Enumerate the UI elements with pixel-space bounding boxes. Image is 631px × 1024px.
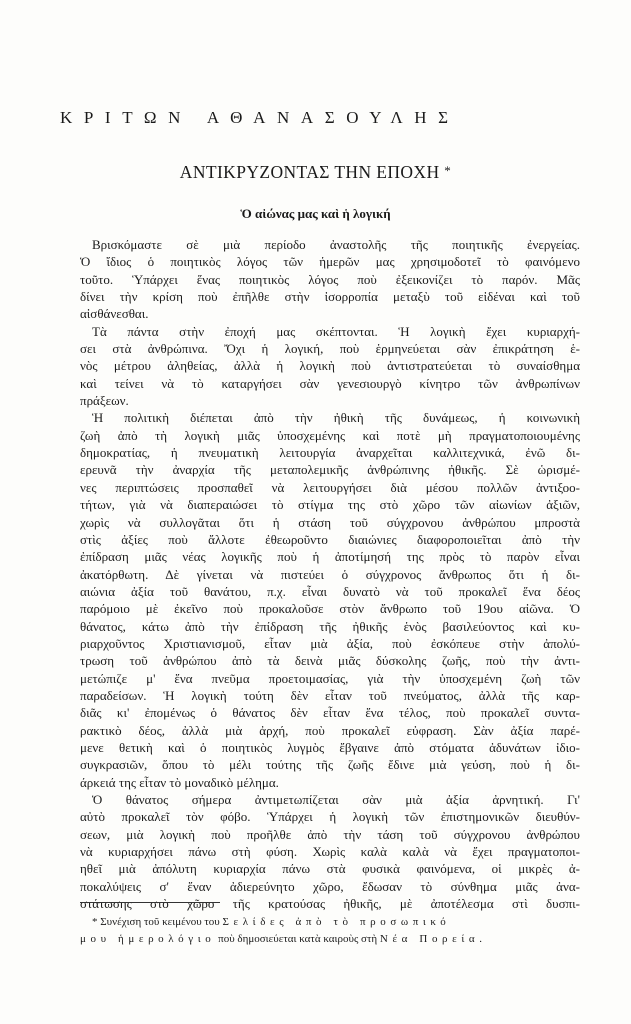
text-line: θάνατος, κάτω ἀπὸ τὴν ἐπίδραση τῆς ἠθικῆς ἑνὸς βασιλεύοντος καὶ κυ-	[80, 618, 580, 634]
text-line: ἀκατόρθωτη. Δὲ γίνεται νὰ πιστεύει ὁ σύγχρονος ἄνθρωπος ὅτι ἡ δι-	[80, 566, 580, 582]
section-heading: Ὁ αἰώνας μας καὶ ἡ λογική	[240, 206, 391, 221]
footnote-reference-mark: *	[444, 163, 452, 178]
text-line: παρόμοιο μὲ ἐκεῖνο ποὺ προκαλοῦσε στὸν ἄνθρωπο τοῦ 19ου αἰῶνα. Ὁ	[80, 601, 580, 617]
text-line: ριαρχοῦντος Χριστιανισμοῦ, εἶταν μιὰ ἀξία, ποὺ ἐσκόπευε στὴν ἀπολύ-	[80, 635, 580, 651]
text-line: αιώνια ἀξία τοῦ θανάτου, π.χ. εἶναι δυνατὸ νὰ τοῦ προκαλεῖ ἕνα δέος	[80, 583, 580, 599]
text-line: άρκειά της εἶταν τὸ μοναδικὸ μέλημα.	[80, 774, 279, 790]
footnote-journal-name: Νέα Πορεία.	[379, 933, 487, 945]
text-line: χωρὶς νὰ συλλογᾶται ὅτι ἡ στάση τοῦ σύγχρονου ἀνθρώπου μπροστὰ	[80, 514, 580, 530]
text-line: μενε θετικὴ καὶ ὁ ποιητικὸς λυγμὸς ἔβγαινε ἀπὸ στόματα ἀδυνάτων ἰδιο-	[80, 739, 580, 755]
text-line: παραδείσων. Ἡ λογικὴ τούτη δὲν εἶταν τοῦ πνεύματος, ἀλλὰ τῆς καρ-	[80, 687, 580, 703]
footnote-mark: *	[92, 916, 98, 928]
text-line: στάτωσης στὸ χῶρο τῆς κρατούσας ἠθικῆς, μὲ ἀποτέλεσμα στὶ δυσπι-	[80, 896, 580, 912]
text-line: αὐτὸ προκαλεῖ τὸν φόβο. Ὑπάρχει ἡ λογικὴ τῶν ἐπιστημονικῶν διευθύν-	[80, 809, 580, 825]
text-line: τοῦτο. Ὑπάρχει ἕνας ποιητικὸς λόγος ποὺ ἐξεικονίζει τὸ παρόν. Μᾶς	[80, 271, 580, 287]
text-line: σει στὰ ἀνθρώπινα. Ὄχι ἡ λογική, ποὺ ἑρμηνεύεται σὰν ἐπικράτηση ἑ-	[80, 341, 580, 357]
text-line: διᾶς κι' ἐπομένως ὁ θάνατος δὲν εἶταν ἕνα τέλος, ποὺ προκαλεῖ συντα-	[80, 705, 580, 721]
text-line: τρωση τοῦ ἀνθρώπου ἀπὸ τὰ δεινὰ μιᾶς δύσκολης ζωῆς, ποὺ τὴν ἀντι-	[80, 653, 580, 669]
footnote-text-1: Συνέχιση τοῦ κειμένου του	[100, 916, 220, 928]
text-line: Ὁ ἴδιος ὁ ποιητικὸς λόγος τῶν ἡμερῶν μας χρησιμοδοτεῖ τὸ φαινόμενο	[80, 254, 580, 270]
text-line: μετώπιζε μ' ἕνα πνεῦμα προετοιμασίας, γιὰ τὴν ὑποσχεμένη ζωὴ τῶν	[80, 670, 580, 686]
text-line: στὶς ἀξίες ποὺ ἄλλοτε ἐθεωροῦντο διαιώνιες διαφοροποιεῖται ἀπὸ τὴν	[80, 531, 580, 547]
text-line: συγκρασιῶν, ὅπου τὸ μέλι τούτης τῆς ζωῆς ἔδινε μιὰ γεύση, ποὺ ἡ δι-	[80, 757, 580, 773]
footnote-spaced-title-1: Σελίδες ἀπὸ τὸ προσωπικό	[222, 916, 451, 928]
text-line: Τὰ πάντα στὴν ἐποχή μας σκέπτονται. Ἡ λογικὴ ἔχει κυριαρχή-	[92, 323, 580, 339]
text-line: τήτων, γιὰ νὰ διαπεραιώσει τὸ στίγμα της στὸ χῶρο τῶν αἰωνίων ἀξιῶν,	[80, 497, 580, 513]
text-line: σεων, μιὰ λογικὴ ποὺ προῆλθε ἀπὸ τὴν τάση τοῦ σύγχρονου ἀνθρώπου	[80, 826, 580, 842]
text-line: νὸς μέτρου ἀληθείας, ἀλλὰ ἡ λογικὴ ποὺ ἀντιστρατεύεται τὸ συναίσθημα	[80, 358, 580, 374]
footnote-line-1	[80, 914, 580, 931]
footnote-spaced-title-2: μου ἡμερολόγιο	[80, 933, 216, 945]
text-line: δίνει τὴν κρίση ποὺ ἐπῆλθε στὴν ἰσορροπία μεταξὺ τοῦ εἰδέναι καὶ τοῦ	[80, 289, 580, 305]
text-line: ποκαλύψεις σ' ἕναν ἀδιερεύνητο χῶρο, ἔδωσαν τὸ σύνθημα μιᾶς ἀνα-	[80, 878, 580, 894]
text-line: Ἡ πολιτικὴ διέπεται ἀπὸ τὴν ἠθικὴ τῆς δυνάμεως, ἡ κοινωνικὴ	[92, 410, 580, 426]
text-line: Ὁ θάνατος σήμερα ἀντιμετωπίζεται σὰν μιὰ ἀξία ἀρνητική. Γι'	[92, 792, 580, 807]
text-line: ἐπίδραση μιᾶς νέας λογικῆς ποὺ ἡ ἀποτίμησή της πρὸς τὸ παρὸν εἶναι	[80, 549, 580, 565]
text-line: Βρισκόμαστε σὲ μιὰ περίοδο ἀναστολῆς τῆς ποιητικῆς ἐνεργείας.	[92, 237, 580, 252]
footnote-divider	[80, 902, 220, 903]
author-name: ΚΡΙΤΩΝ ΑΘΑΝΑΣΟΥΛΗΣ	[60, 108, 460, 127]
footnote-text-2: ποὺ δημοσιεύεται κατὰ καιροὺς στὴ	[218, 933, 378, 945]
text-line: δημοκρατίας, ἡ πνευματικὴ λειτουργία ἀναρχεῖται καλλιτεχνικά, ἐνῶ δι-	[80, 445, 580, 461]
text-line: ζωὴ ἀπὸ τὴ λογικὴ μιᾶς ὑποσχεμένης καὶ ποτὲ μὴ πραγματοποιουμένης	[80, 427, 580, 443]
footnote-line-2	[80, 931, 580, 948]
text-line: αἰσθάνεσθαι.	[80, 306, 149, 322]
text-line: νες περιπτώσεις προσπαθεῖ νὰ λειτουργήσει διὰ μέσου πολλῶν ἀντιξοο-	[80, 479, 580, 495]
article-title-text: ΑΝΤΙΚΡΥΖΟΝΤΑΣ ΤΗΝ ΕΠΟΧΗ	[179, 162, 440, 182]
text-line: πράξεων.	[80, 393, 129, 409]
article-body	[80, 236, 580, 912]
text-line: νὰ κυριαρχήσει πάνω στὴ φύση. Χωρὶς καλὰ καλὰ νὰ ἔχει πραγματοποι-	[80, 844, 580, 860]
footnote	[80, 914, 580, 948]
article-title	[0, 162, 631, 183]
text-line: καὶ τείνει νὰ τὸ καταργήσει σὰν γενεσιουργὸ κίνητρο τῶν ἀνθρωπίνων	[80, 375, 580, 391]
text-line: ηθεῖ μιὰ ἀπόλυτη κυριαρχία πάνω στὰ φυσικὰ φαινόμενα, οἱ μικρὲς ἀ-	[80, 861, 580, 877]
text-line: ρακτικὸ δέος, ἀλλὰ μιὰ ἀρχή, ποὺ προκαλεῖ εὐφραση. Σὰν ἀξία παρέ-	[80, 722, 580, 738]
text-line: ερευνᾶ τὴν ἀναρχία τῆς μεταπολεμικῆς ἀνθρώπινης ἠθικῆς. Σὲ ὡρισμέ-	[80, 462, 580, 478]
